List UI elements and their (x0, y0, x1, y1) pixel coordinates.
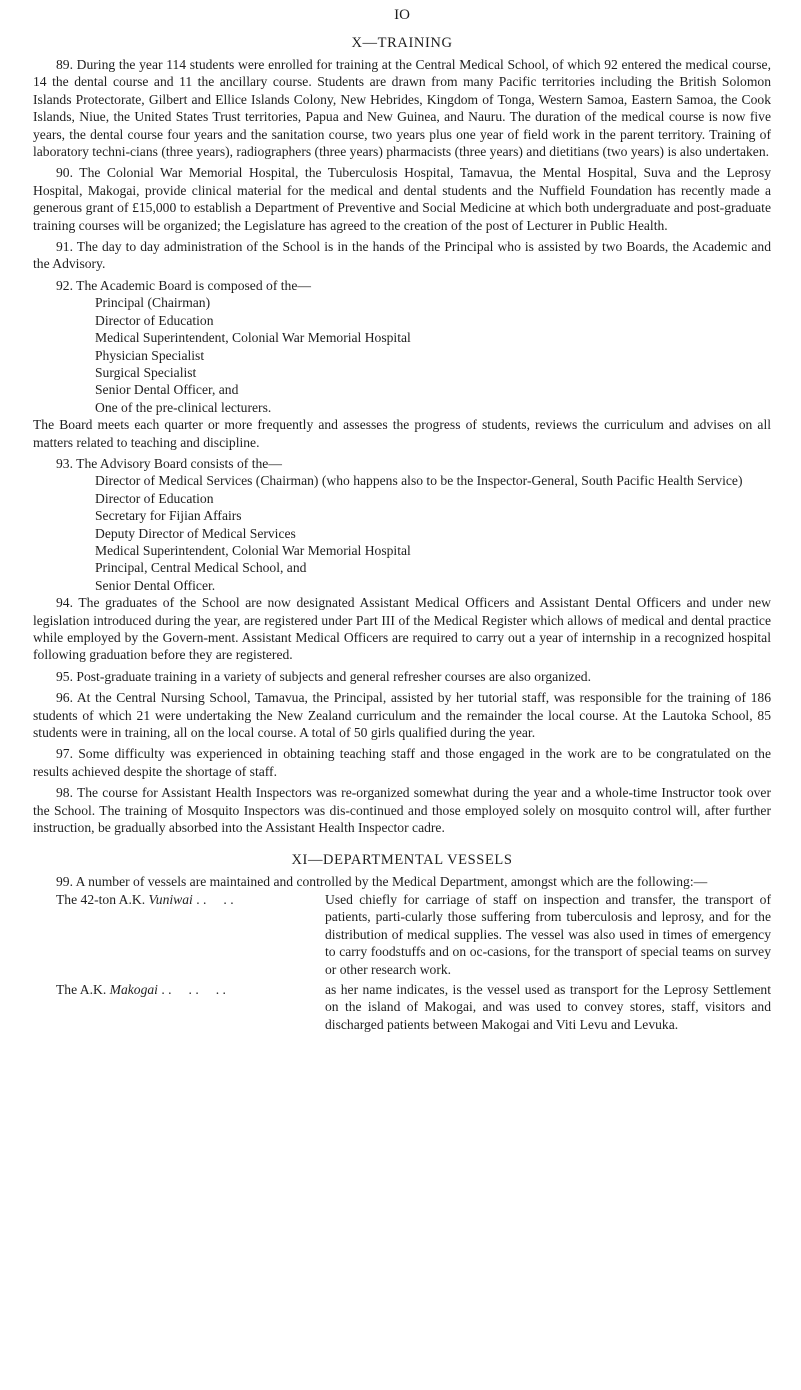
list-item: Physician Specialist (95, 347, 205, 363)
vessel-entry (33, 891, 771, 978)
paragraph-97: 97. Some difficulty was experienced in obtaining teaching staff and those engaged in the work are to be congratulated on the results achieved despite the shortage of staff. (33, 746, 771, 779)
list-item: Senior Dental Officer. (95, 577, 216, 593)
vessel-name-italic: Makogai (109, 981, 158, 997)
list-item: Deputy Director of Medical Services (95, 525, 296, 541)
vessel-name (33, 981, 325, 1033)
list-item: Medical Superintendent, Colonial War Memorial Hospital (95, 330, 411, 346)
paragraph-93: 93. The Advisory Board consists of the— (56, 455, 282, 471)
vessel-entry (33, 981, 771, 1033)
paragraph-89: 89. During the year 114 students were enrolled for training at the Central Medical School, of which 92 entered the medical course, 14 the dental course and 11 the ancillary course. Students are drawn from many Pacific territories including the British Solomon Islands Protectorate, Gilbert and Ellice Islands Colony, New Hebrides, Kingdom of Tonga, Western Samoa, Eastern Samoa, the Cook Islands, Niue, the United States Trust territories, Papua and New Guinea, and Nauru. The duration of the medical course is now five years, the dental course four years and the sanitation course, two years plus one year of field work in the parent territory. Training of laboratory techni-cians (three years), radiographers (three years) pharmacists (three years) and dietitians (two years) is also undertaken. (33, 57, 771, 160)
vessel-description: as her name indicates, is the vessel used as transport for the Leprosy Settlement on the island of Makogai, and was used to convey stores, staff, visitors and discharged patients between Makogai and Viti Levu and Levuka. (325, 981, 771, 1032)
list-item: Secretary for Fijian Affairs (95, 508, 242, 524)
list-item: Surgical Specialist (95, 364, 197, 380)
paragraph-96: 96. At the Central Nursing School, Tamavua, the Principal, assisted by her tutorial staff, was responsible for the training of 186 students of which 21 were undertaking the New Zealand curriculum and the remainder the local course. At the Lautoka School, 85 students were in training, all on the local course. A total of 50 girls qualified during the year. (33, 690, 771, 741)
paragraph-98: 98. The course for Assistant Health Inspectors was re-organized somewhat during the year and a whole-time Instructor took over the School. The training of Mosquito Inspectors was dis-continued and those employed solely on mosquito control will, after further instruction, be gradually absorbed into the Assistant Health Inspector cadre. (33, 785, 771, 836)
list-item: Director of Education (95, 312, 214, 328)
academic-board-list (95, 294, 771, 416)
paragraph-99: 99. A number of vessels are maintained and controlled by the Medical Department, amongst which are the following:— (56, 874, 708, 890)
vessel-description: Used chiefly for carriage of staff on inspection and transfer, the transport of patients, parti-cularly those suffering from tuberculosis and leprosy, and for the distribution of medical supplies. The vessel was also used in times of emergency to carry foodstuffs and on oc-casions, for the transport of special teams on survey or other research work. (325, 891, 771, 977)
section-heading-vessels: XI—DEPARTMENTAL VESSELS (291, 852, 513, 869)
vessel-name-italic: Vuniwai (148, 891, 193, 907)
paragraph-95: 95. Post-graduate training in a variety of subjects and general refresher courses are also organized. (56, 668, 591, 684)
vessel-prefix: The A.K. (56, 981, 110, 997)
section-heading-training: X—TRAINING (351, 35, 453, 51)
paragraph-90: 90. The Colonial War Memorial Hospital, the Tuberculosis Hospital, Tamavua, the Mental Hospital, Suva and the Leprosy Hospital, Makogai, provide clinical material for the medical and dental students and the Nuffield Foundation has recently made a generous grant of £15,000 to establish a Department of Preventive and Social Medicine at which both undergraduate and post-graduate training courses will be organized; the Legislature has agreed to the creation of the post of Lecturer in Public Health. (33, 165, 771, 233)
list-item: Director of Education (95, 490, 214, 506)
list-item: Principal, Central Medical School, and (95, 560, 307, 576)
page-number: IO (394, 7, 410, 23)
vessel-prefix: The 42-ton A.K. (56, 891, 149, 907)
list-item: Director of Medical Services (Chairman) (who happens also to be the Inspector-General, South Pacific Health Service) (95, 473, 743, 489)
document-page (33, 0, 771, 1036)
paragraph-92: 92. The Academic Board is composed of the— (56, 277, 311, 293)
paragraph-94: 94. The graduates of the School are now designated Assistant Medical Officers and Assistant Dental Officers and under new legislation introduced during the year, are registered under Part III of the Medical Register which allows of medical and dental practice while employed by the Govern-ment. Assistant Medical Officers are required to carry out a year of internship in a recognized hospital following graduation before they are registered. (33, 595, 771, 663)
list-item: Principal (Chairman) (95, 295, 211, 311)
list-item: One of the pre-clinical lecturers. (95, 399, 272, 415)
paragraph-91: 91. The day to day administration of the School is in the hands of the Principal who is assisted by two Boards, the Academic and the Advisory. (33, 239, 771, 272)
paragraph-92-continued: The Board meets each quarter or more frequently and assesses the progress of students, reviews the curriculum and advises on all matters related to teaching and discipline. (33, 417, 771, 450)
list-item: Medical Superintendent, Colonial War Memorial Hospital (95, 542, 411, 558)
list-item: Senior Dental Officer, and (95, 382, 239, 398)
advisory-board-list (95, 472, 771, 594)
leader-dots: . . . . (192, 891, 234, 907)
vessel-name (33, 891, 325, 978)
leader-dots: . . . . . . (157, 981, 226, 997)
